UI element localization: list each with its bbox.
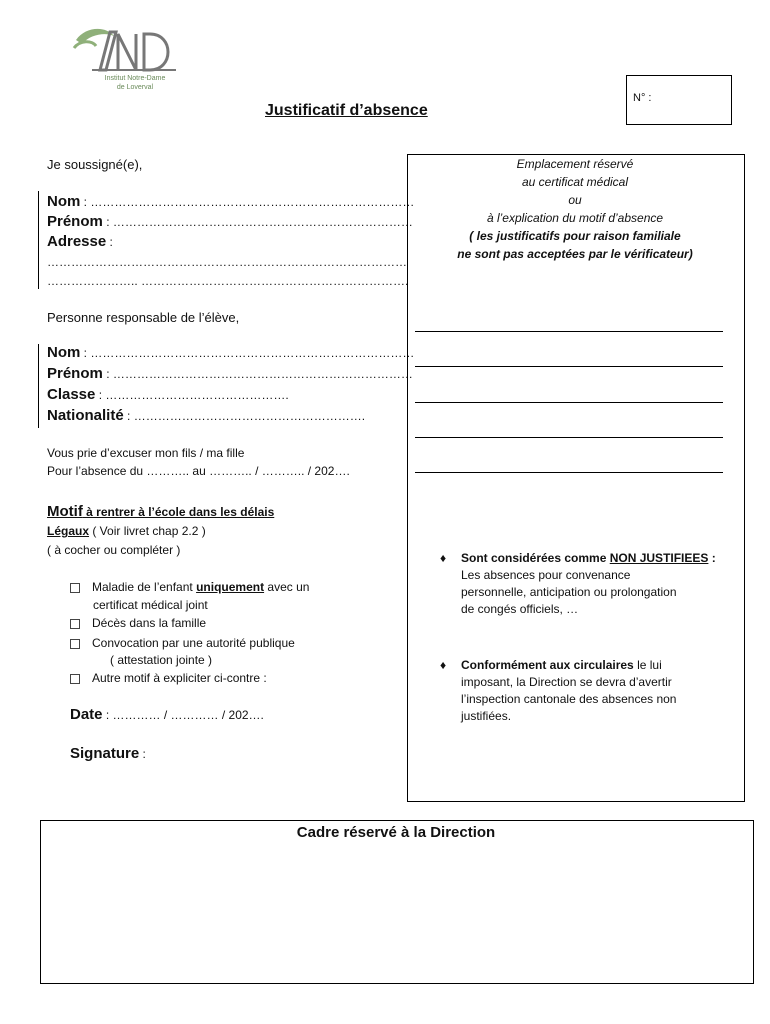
- responsible-text: Personne responsable de l’élève,: [47, 310, 240, 325]
- date-field[interactable]: Date : ………… / ………… / 202….: [70, 706, 264, 723]
- number-label: N° :: [633, 92, 652, 104]
- excuse-line-2[interactable]: Pour l’absence du ……….. au ……….. / ……….. / 202….: [47, 464, 350, 478]
- left-bar: [38, 344, 39, 428]
- checkbox[interactable]: [70, 639, 80, 649]
- prenom2-field[interactable]: Prénom : …………………………………………………………………: [47, 365, 413, 382]
- address-line-2[interactable]: ………………….. ………………………………………………………….: [47, 274, 409, 288]
- excuse-line-1: Vous prie d’excuser mon fils / ma fille: [47, 446, 245, 460]
- option-convocation[interactable]: Convocation par une autorité publique: [70, 636, 295, 650]
- nom-field[interactable]: Nom : ………………………………………………………………………: [47, 193, 415, 210]
- logo-caption: Institut Notre-Dame de Loverval: [104, 75, 166, 91]
- signature-field[interactable]: Signature :: [70, 745, 146, 762]
- classe-field[interactable]: Classe : ……………………………………….: [47, 386, 289, 403]
- adresse-field[interactable]: Adresse :: [47, 233, 113, 250]
- nom2-field[interactable]: Nom : ………………………………………………………………………: [47, 344, 415, 361]
- option-maladie[interactable]: Maladie de l’enfant uniquement avec un: [70, 580, 309, 594]
- certificate-area-caption: Emplacement réservé au certificat médical ou à l’explication du motif d’absence ( les justificatifs pour raison familiale ne sont pas acceptées par le vérificateur): [457, 157, 693, 261]
- writing-line[interactable]: [415, 472, 723, 473]
- direction-box[interactable]: [40, 820, 754, 984]
- motif-heading: Motif à rentrer à l’école dans les délais: [47, 503, 275, 520]
- diamond-bullet-icon: ♦: [440, 658, 447, 672]
- checkbox[interactable]: [70, 583, 80, 593]
- checkbox[interactable]: [70, 674, 80, 684]
- page-title: Justificatif d’absence: [265, 102, 428, 119]
- address-line-1[interactable]: ………………………………………………………………………………: [47, 255, 407, 269]
- writing-line[interactable]: [415, 437, 723, 438]
- legaux-line: Légaux ( Voir livret chap 2.2 ): [47, 524, 206, 538]
- checkbox[interactable]: [70, 619, 80, 629]
- prenom-field[interactable]: Prénom : …………………………………………………………………: [47, 213, 413, 230]
- option-maladie-line2: certificat médical joint: [93, 598, 208, 612]
- diamond-bullet-icon: ♦: [440, 551, 447, 565]
- option-autre[interactable]: Autre motif à expliciter ci-contre :: [70, 671, 267, 685]
- writing-line[interactable]: [415, 331, 723, 332]
- direction-box-title: Cadre réservé à la Direction: [296, 824, 496, 841]
- writing-line[interactable]: [415, 366, 723, 367]
- cocher-hint: ( à cocher ou compléter ): [47, 543, 181, 557]
- writing-line[interactable]: [415, 402, 723, 403]
- non-justifiees-note: Sont considérées comme NON JUSTIFIEES : Les absences pour convenance personnelle, anticipation ou prolongation de congés officiels, …: [461, 551, 716, 616]
- nationalite-field[interactable]: Nationalité : ………………………………………………….: [47, 407, 366, 424]
- left-bar: [38, 191, 39, 289]
- circulaires-note: Conformément aux circulaires le lui imposant, la Direction se devra d’avertir l’inspection cantonale des absences non justifiées.: [461, 658, 677, 723]
- option-convocation-line2: ( attestation jointe ): [110, 653, 213, 667]
- intro-text: Je soussigné(e),: [47, 157, 143, 172]
- option-deces[interactable]: Décès dans la famille: [70, 616, 206, 630]
